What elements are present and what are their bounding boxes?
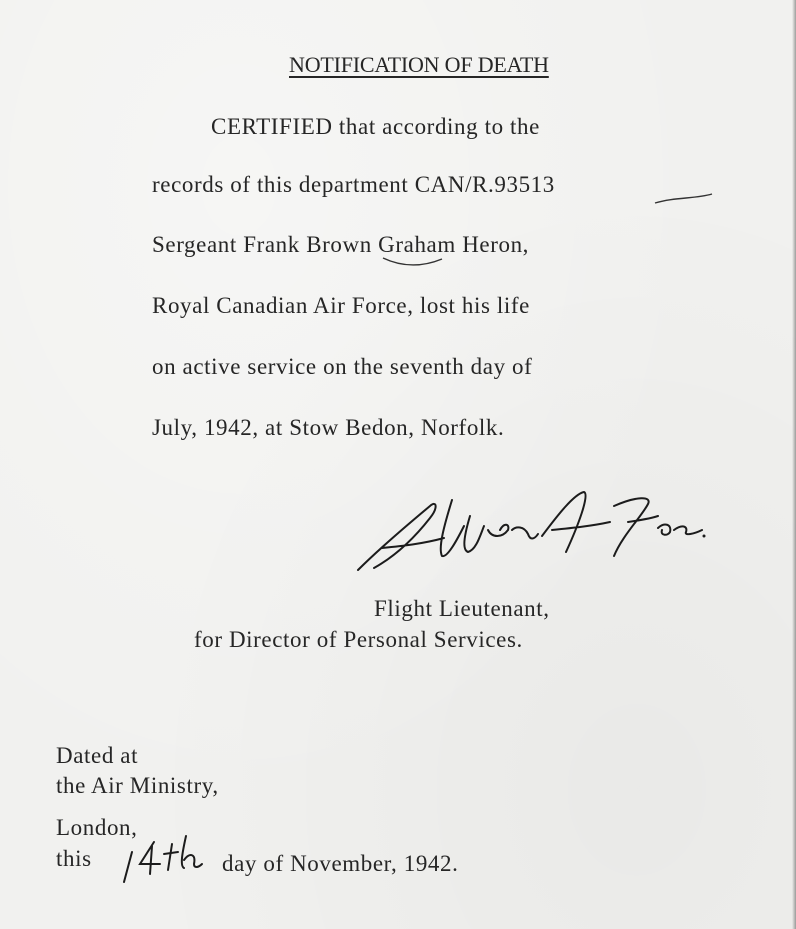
body-line-2: records of this department CAN/R.93513 [152,172,555,197]
dated-line-4-suffix: day of November, 1942. [222,851,459,876]
handwritten-day [114,834,214,884]
body-line-6: July, 1942, at Stow Bedon, Norfolk. [152,415,505,440]
signature [352,486,712,578]
body-line-4: Royal Canadian Air Force, lost his life [152,293,530,318]
signature-rank: Flight Lieutenant, [374,596,550,621]
body-line-1: CERTIFIED that according to the [211,114,540,139]
dated-line-1: Dated at [56,743,139,768]
dated-line-4-prefix: this [56,846,92,871]
dated-line-2: the Air Ministry, [56,773,219,798]
page-edge-shadow [792,0,796,929]
body-line-3: Sergeant Frank Brown Graham Heron, [152,232,530,257]
body-line-5: on active service on the seventh day of [152,354,533,379]
signature-for-line: for Director of Personal Services. [194,627,523,652]
dated-line-3: London, [56,815,138,840]
document-title: NOTIFICATION OF DEATH [289,52,549,77]
